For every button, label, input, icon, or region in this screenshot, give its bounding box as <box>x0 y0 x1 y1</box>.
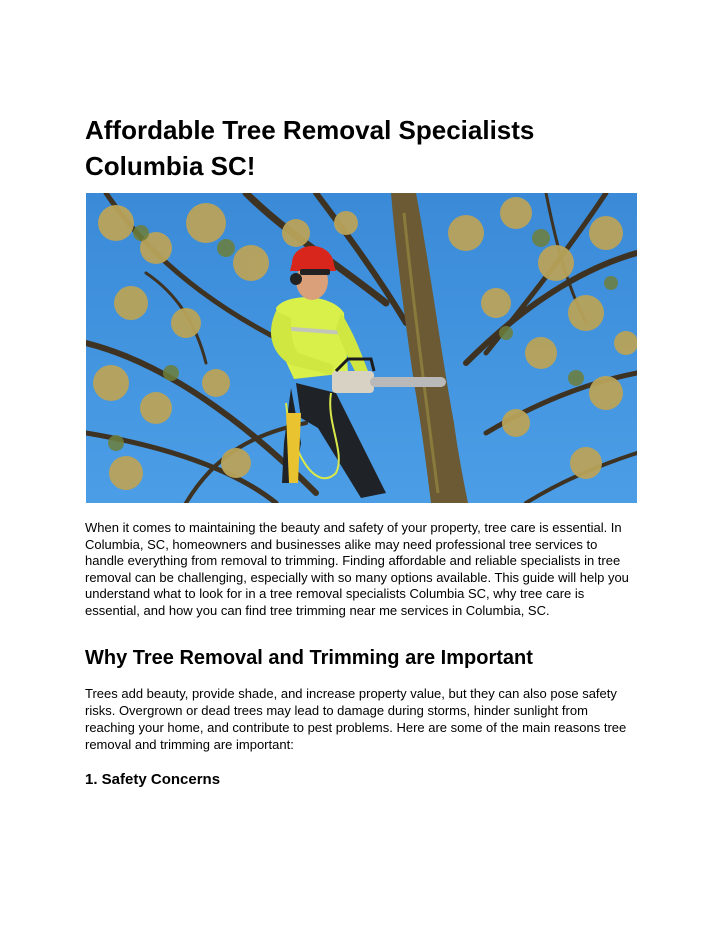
chainsaw-bar <box>370 377 446 387</box>
section-paragraph: Trees add beauty, provide shade, and increase property value, but they can also pose safety risks. Overgrown or dead trees may lead to damage during storms, hinder sunlight from reaching your home, and contribute to pest problems. Here are some of the main reasons tree removal and trimming are important: <box>85 686 627 752</box>
section-heading: Why Tree Removal and Trimming are Important <box>85 647 533 669</box>
subheading-safety: 1. Safety Concerns <box>85 771 221 788</box>
intro-paragraph: When it comes to maintaining the beauty and safety of your property, tree care is essential. In Columbia, SC, homeowners and businesses alike may need professional tree services to handle everything from removal to trimming. Finding affordable and reliable specialists in tree removal can be challenging, especially with so many options available. This guide will help you understand what to look for in a tree removal specialists Columbia SC, why tree care is essential, and how you can find tree trimming near me services in Columbia, SC. <box>85 520 629 618</box>
chainsaw-body <box>332 371 374 393</box>
page-title: Affordable Tree Removal Specialists Columbia SC! <box>85 115 535 181</box>
arborist-photo <box>86 193 637 503</box>
